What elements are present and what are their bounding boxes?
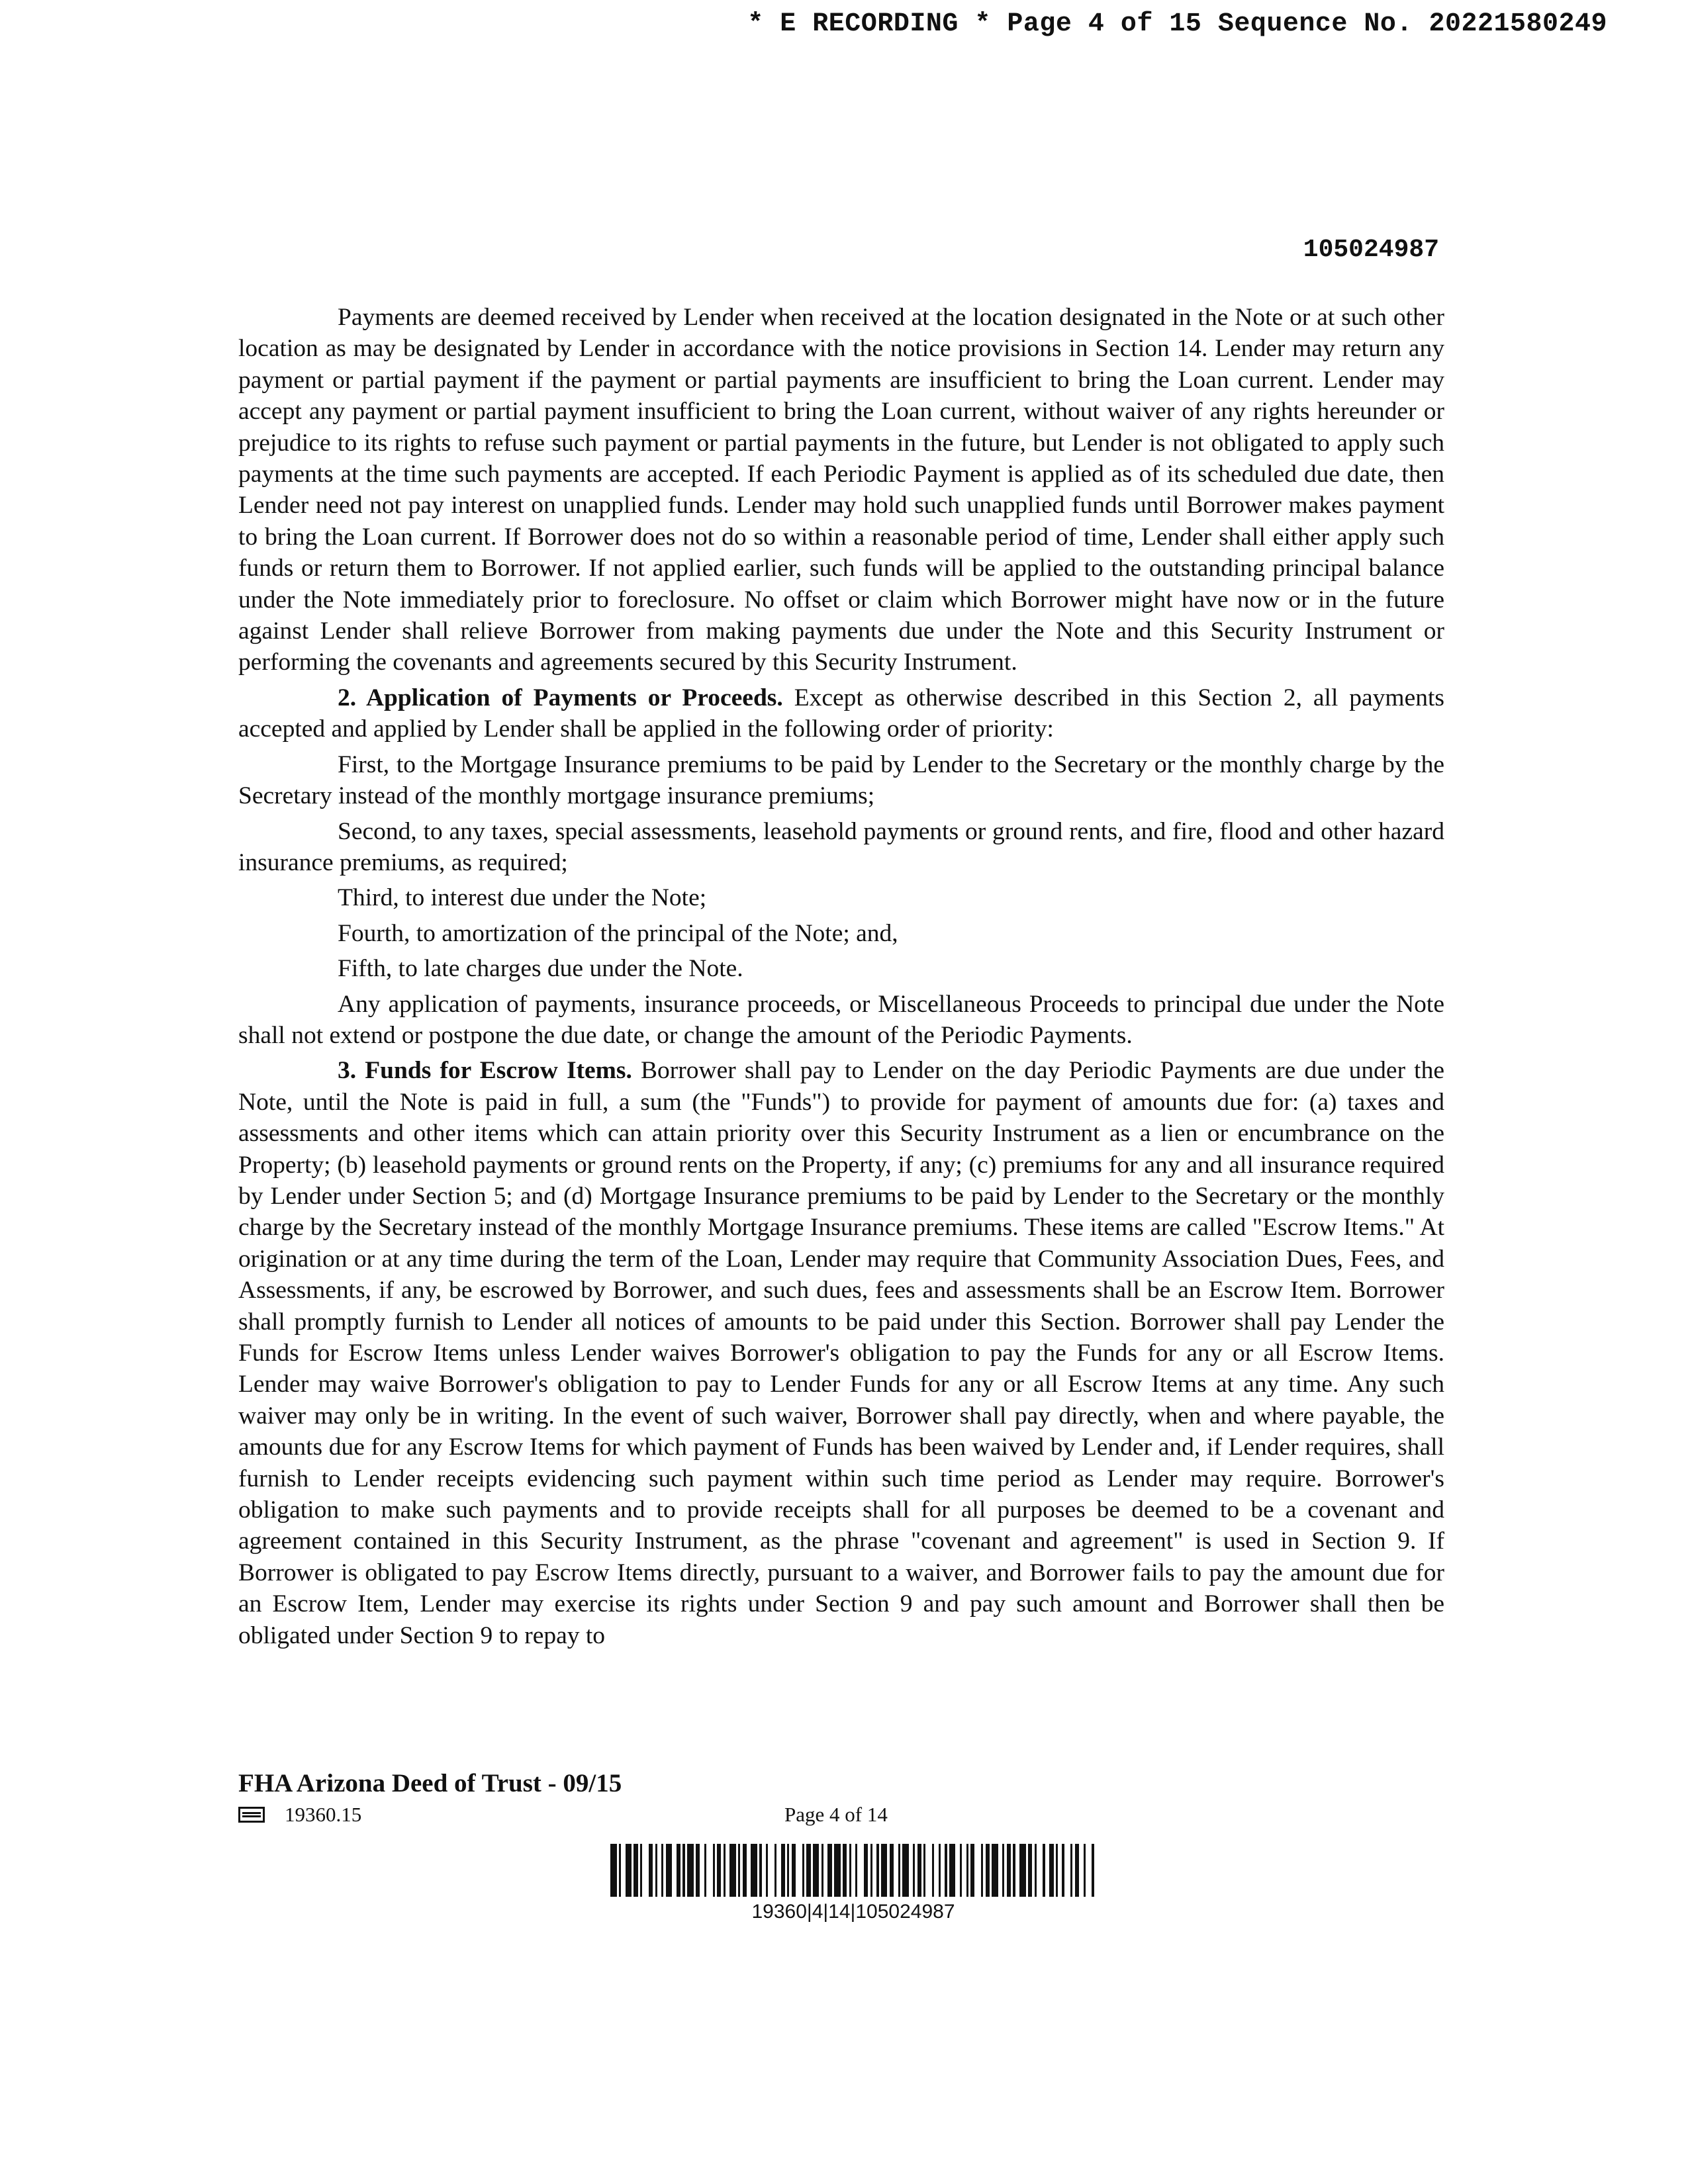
barcode-bar <box>1094 1844 1096 1897</box>
barcode-text: 19360|4|14|105024987 <box>751 1901 955 1923</box>
barcode-bar <box>902 1844 909 1897</box>
barcode-bar <box>813 1844 820 1897</box>
barcode-bar <box>1019 1844 1026 1897</box>
barcode-bar <box>1064 1844 1071 1897</box>
paragraph <box>238 302 1444 678</box>
paragraph-text: Borrower shall pay to Lender on the day Periodic Payments are due under the Note, until the Note is paid in full, a sum (the "Funds") to provide for payment of amounts due for: (a) taxes and assessments and other items which can attain priority over this Security Instrument as a lien or encumbrance on the Property; (b) leasehold payments or ground rents on the Property, if any; (c) premiums for any and all insurance required by Lender under Section 5; and (d) Mortgage Insurance premiums to be paid by Lender to the Secretary or the monthly charge by the Secretary instead of the monthly Mortgage Insurance premiums. These items are called "Escrow Items." At origination or at any time during the term of the Loan, Lender may require that Community Association Dues, Fees, and Assessments, if any, be escrowed by Borrower, and such dues, fees and assessments shall be an Escrow Item. Borrower shall promptly furnish to Lender all notices of amounts to be paid under this Section. Borrower shall pay Lender the Funds for Escrow Items unless Lender waives Borrower's obligation to pay the Funds for any or all Escrow Items. Lender may waive Borrower's obligation to pay to Lender Funds for any or all Escrow Items at any time. Any such waiver may only be in writing. In the event of such waiver, Borrower shall pay directly, when and where payable, the amounts due for any Escrow Items for which payment of Funds has been waived by Lender and, if Lender requires, shall furnish to Lender receipts evidencing such payment within such time period as Lender may require. Borrower's obligation to make such payments and to provide receipts shall for all purposes be deemed to be a covenant and agreement contained in this Security Instrument, as the phrase "covenant and agreement" is used in Section 9. If Borrower is obligated to pay Escrow Items directly, pursuant to a waiver, and Borrower fails to pay the amount due for an Escrow Item, Lender may exercise its rights under Section 9 and pay such amount and Borrower shall then be obligated under Section 9 to repay to <box>238 1057 1444 1649</box>
barcode-bar <box>751 1844 757 1897</box>
loan-number: 105024987 <box>1303 236 1439 264</box>
paragraph <box>238 918 1444 949</box>
barcode-bar <box>796 1844 802 1897</box>
paragraph-text: Second, to any taxes, special assessments, leasehold payments or ground rents, and fire, flood and other hazard insurance premiums, as required; <box>238 817 1444 876</box>
barcode-bar <box>949 1844 956 1897</box>
paragraph <box>238 749 1444 812</box>
barcode-bar <box>729 1844 736 1897</box>
paragraph <box>238 1055 1444 1651</box>
barcode-bar <box>1037 1844 1043 1897</box>
paragraph-text: Third, to interest due under the Note; <box>338 884 707 912</box>
form-title: FHA Arizona Deed of Trust - 09/15 <box>238 1769 622 1797</box>
paragraph-text: Payments are deemed received by Lender when received at the location designated in the Note or at such other location as may be designated by Lender in accordance with the notice provisions in Section 14. Lender may return any payment or partial payment if the payment or partial payments are insufficient to bring the Loan current. Lender may accept any payment or partial payment insufficient to bring the Loan current, without waiver of any rights hereunder or prejudice to its rights to refuse such payment or partial payments in the future, but Lender is not obligated to apply such payments at the time such payments are accepted. If each Periodic Payment is applied as of its scheduled due date, then Lender need not pay interest on unapplied funds. Lender may hold such unapplied funds until Borrower makes payment to bring the Loan current. If Borrower does not do so within a reasonable period of time, Lender shall either apply such funds or return them to Borrower. If not applied earlier, such funds will be applied to the outstanding principal balance under the Note immediately prior to foreclosure. No offset or claim which Borrower might have now or in the future against Lender shall relieve Borrower from making payments due under the Note and this Security Instrument or performing the covenants and agreements secured by this Security Instrument. <box>238 304 1444 676</box>
page-number: Page 4 of 14 <box>784 1803 888 1826</box>
paragraph-text: Any application of payments, insurance proceeds, or Miscellaneous Proceeds to principal due under the Note shall not extend or postpone the due date, or change the amount of the Periodic Payments. <box>238 990 1444 1049</box>
paragraph <box>238 989 1444 1052</box>
barcode-bar <box>626 1844 632 1897</box>
paragraph-text: Fifth, to late charges due under the Note. <box>338 955 743 983</box>
barcode-bar <box>834 1844 841 1897</box>
barcode-bar <box>1086 1844 1092 1897</box>
form-code: 19360.15 <box>285 1803 362 1826</box>
paragraph-text: Fourth, to amortization of the principal of the Note; and, <box>338 919 898 947</box>
barcode-bar <box>925 1844 932 1897</box>
barcode-bar <box>642 1844 649 1897</box>
paragraph <box>238 816 1444 879</box>
recording-header: * E RECORDING * Page 4 of 15 Sequence No. 20221580249 <box>747 9 1607 39</box>
paragraph-text: First, to the Mortgage Insurance premiums to be paid by Lender to the Secretary or the monthly charge by the Secretary instead of the monthly mortgage insurance premiums; <box>238 751 1444 810</box>
section-heading: 3. Funds for Escrow Items. <box>338 1057 632 1085</box>
barcode-bar <box>992 1844 998 1897</box>
document-body <box>238 302 1444 1655</box>
barcode-bar <box>768 1844 774 1897</box>
paragraph <box>238 882 1444 913</box>
paragraph-text: Except as otherwise described in this Section 2, all payments accepted and applied by Lender shall be applied in the following order of priority: <box>238 684 1445 743</box>
barcode-bar <box>666 1844 673 1897</box>
barcode <box>610 1844 1096 1897</box>
barcode-bar <box>881 1844 888 1897</box>
ex-logo-icon <box>238 1807 265 1823</box>
paragraph <box>238 953 1444 984</box>
form-code-line <box>238 1803 361 1827</box>
paragraph <box>238 682 1444 745</box>
section-heading: 2. Application of Payments or Proceeds. <box>338 684 783 711</box>
barcode-bar <box>706 1844 713 1897</box>
barcode-bar <box>974 1844 981 1897</box>
barcode-bar <box>687 1844 694 1897</box>
barcode-bar <box>610 1844 617 1897</box>
barcode-bar <box>857 1844 864 1897</box>
